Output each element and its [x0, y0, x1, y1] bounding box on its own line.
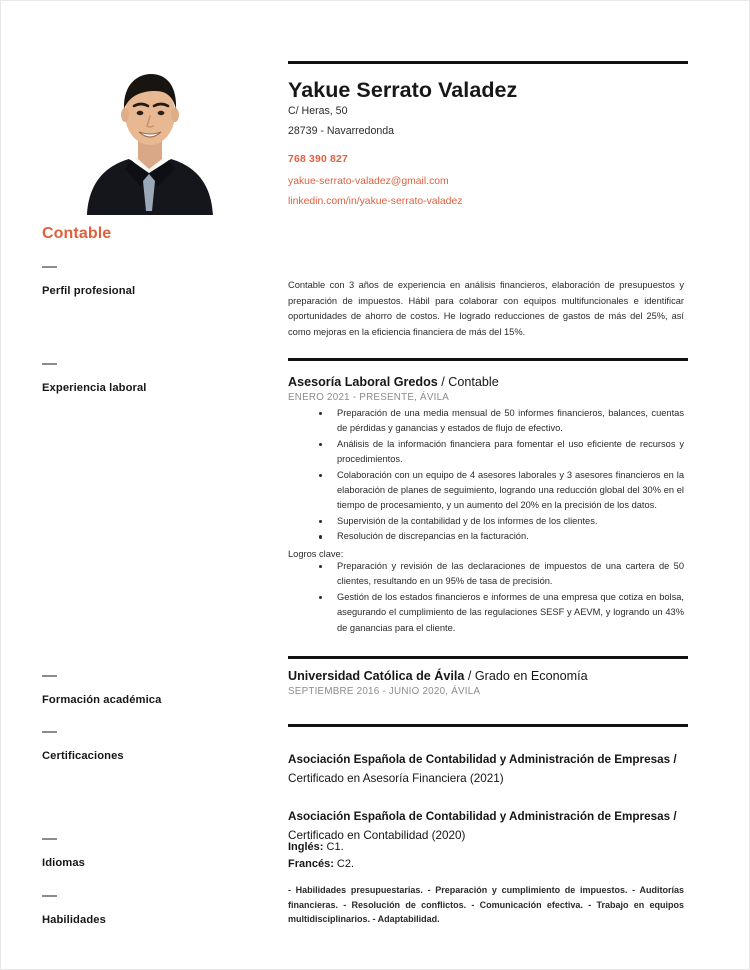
sidebar-item-languages: [42, 838, 262, 869]
experience-role: Contable: [448, 375, 499, 389]
sidebar-label-profile: Perfil profesional: [42, 285, 136, 297]
sidebar-item-skills: [42, 895, 262, 926]
education-degree: Grado en Economía: [474, 669, 588, 683]
experience-dates: ENERO 2021 - PRESENTE, ÁVILA: [288, 392, 450, 403]
section-dash-icon: [42, 895, 57, 897]
divider-certifications: [288, 724, 688, 727]
sidebar: [1, 1, 271, 970]
experience-company: Asesoría Laboral Gredos: [288, 375, 438, 389]
profile-summary: Contable con 3 años de experiencia en análisis financieros, elaboración de presupuestos y preparación de impuestos. Hábil para colaborar con equipos multifuncionales e identificar oportunidades de ahorro de costos. He logrado reducciones de gastos de más del 25%, así como mejoras en la eficiencia financiera de más del 15%.: [288, 280, 684, 337]
address-line-2: 28739 - Navarredonda: [288, 125, 395, 137]
experience-bullet-list: [288, 406, 684, 545]
sidebar-item-education: [42, 675, 262, 706]
phone-number[interactable]: 768 390 827: [288, 154, 348, 165]
profile-photo: [79, 61, 220, 215]
page-title: Yakue Serrato Valadez: [288, 78, 518, 102]
list-item: Gestión de los estados financieros e informes de una empresa que cotiza en bolsa, asegurando el cumplimiento de las regulaciones SESF y AEVM, y logrando un 43% de ganancias para el cliente.: [288, 590, 684, 636]
list-item: Supervisión de la contabilidad y de los informes de los clientes.: [288, 514, 684, 529]
certification-name: Certificado en Asesoría Financiera (2021): [288, 772, 504, 785]
list-item: Preparación y revisión de las declaraciones de impuestos de una cartera de 50 clientes, resultando en un 95% de tasa de precisión.: [288, 559, 684, 590]
main-content: [288, 1, 688, 970]
section-dash-icon: [42, 363, 57, 365]
address-line-1: C/ Heras, 50: [288, 105, 348, 117]
language-item: [288, 841, 344, 853]
divider-education: [288, 656, 688, 659]
list-item: Resolución de discrepancias en la facturación.: [288, 529, 684, 544]
list-item: Colaboración con un equipo de 4 asesores laborales y 3 asesores financieros en la elaboración de planes de seguimiento, logrando una reducción global del 30% en el tiempo de procesamiento, y un aumento del 20% en la precisión de los datos.: [288, 468, 684, 514]
achievements-bullet-list: [288, 559, 684, 636]
linkedin-link[interactable]: linkedin.com/in/yakue-serrato-valadez: [288, 196, 463, 207]
certification-item: [288, 750, 684, 788]
section-dash-icon: [42, 731, 57, 733]
divider-experience: [288, 358, 688, 361]
sidebar-item-experience: [42, 363, 262, 394]
skills-list: - Habilidades presupuestarias. - Preparación y cumplimiento de impuestos. - Auditorías financieras. - Resolución de conflictos. - Comunicación efectiva. - Trabajo en equipos multidisciplinarios. - Adaptabilidad.: [288, 885, 684, 925]
section-dash-icon: [42, 675, 57, 677]
section-dash-icon: [42, 838, 57, 840]
divider-header: [288, 61, 688, 64]
language-name: Inglés:: [288, 841, 324, 853]
list-item: Preparación de una media mensual de 50 informes financieros, balances, cuentas de pérdidas y ganancias y estados de flujo de efectivo.: [288, 406, 684, 437]
language-level: C2.: [333, 858, 355, 870]
certification-name: Certificado en Contabilidad (2020): [288, 829, 466, 842]
certification-organization: Asociación Española de Contabilidad y Administración de Empresas /: [288, 753, 677, 766]
education-dates: SEPTIEMBRE 2016 - JUNIO 2020, ÁVILA: [288, 686, 481, 697]
experience-title: [288, 375, 499, 389]
certification-item: [288, 807, 684, 845]
education-separator: /: [464, 669, 475, 683]
education-school: Universidad Católica de Ávila: [288, 669, 465, 683]
sidebar-label-education: Formación académica: [42, 694, 162, 706]
sidebar-label-languages: Idiomas: [42, 857, 85, 869]
job-title: Contable: [42, 225, 112, 242]
profile-photo-image: [79, 61, 220, 215]
language-item: [288, 858, 354, 870]
sidebar-label-certifications: Certificaciones: [42, 750, 124, 762]
list-item: Análisis de la información financiera para fomentar el uso eficiente de recursos y procedimientos.: [288, 437, 684, 468]
education-title: [288, 669, 588, 683]
sidebar-item-profile: [42, 266, 262, 297]
language-level: C1.: [323, 841, 344, 853]
section-dash-icon: [42, 266, 57, 268]
sidebar-label-experience: Experiencia laboral: [42, 382, 147, 394]
sidebar-label-skills: Habilidades: [42, 914, 106, 926]
language-name: Francés:: [288, 858, 334, 870]
achievements-heading: Logros clave:: [288, 549, 344, 559]
certification-organization: Asociación Española de Contabilidad y Administración de Empresas /: [288, 810, 677, 823]
sidebar-item-certifications: [42, 731, 262, 762]
email-link[interactable]: yakue-serrato-valadez@gmail.com: [288, 176, 449, 187]
experience-separator: /: [437, 375, 449, 389]
